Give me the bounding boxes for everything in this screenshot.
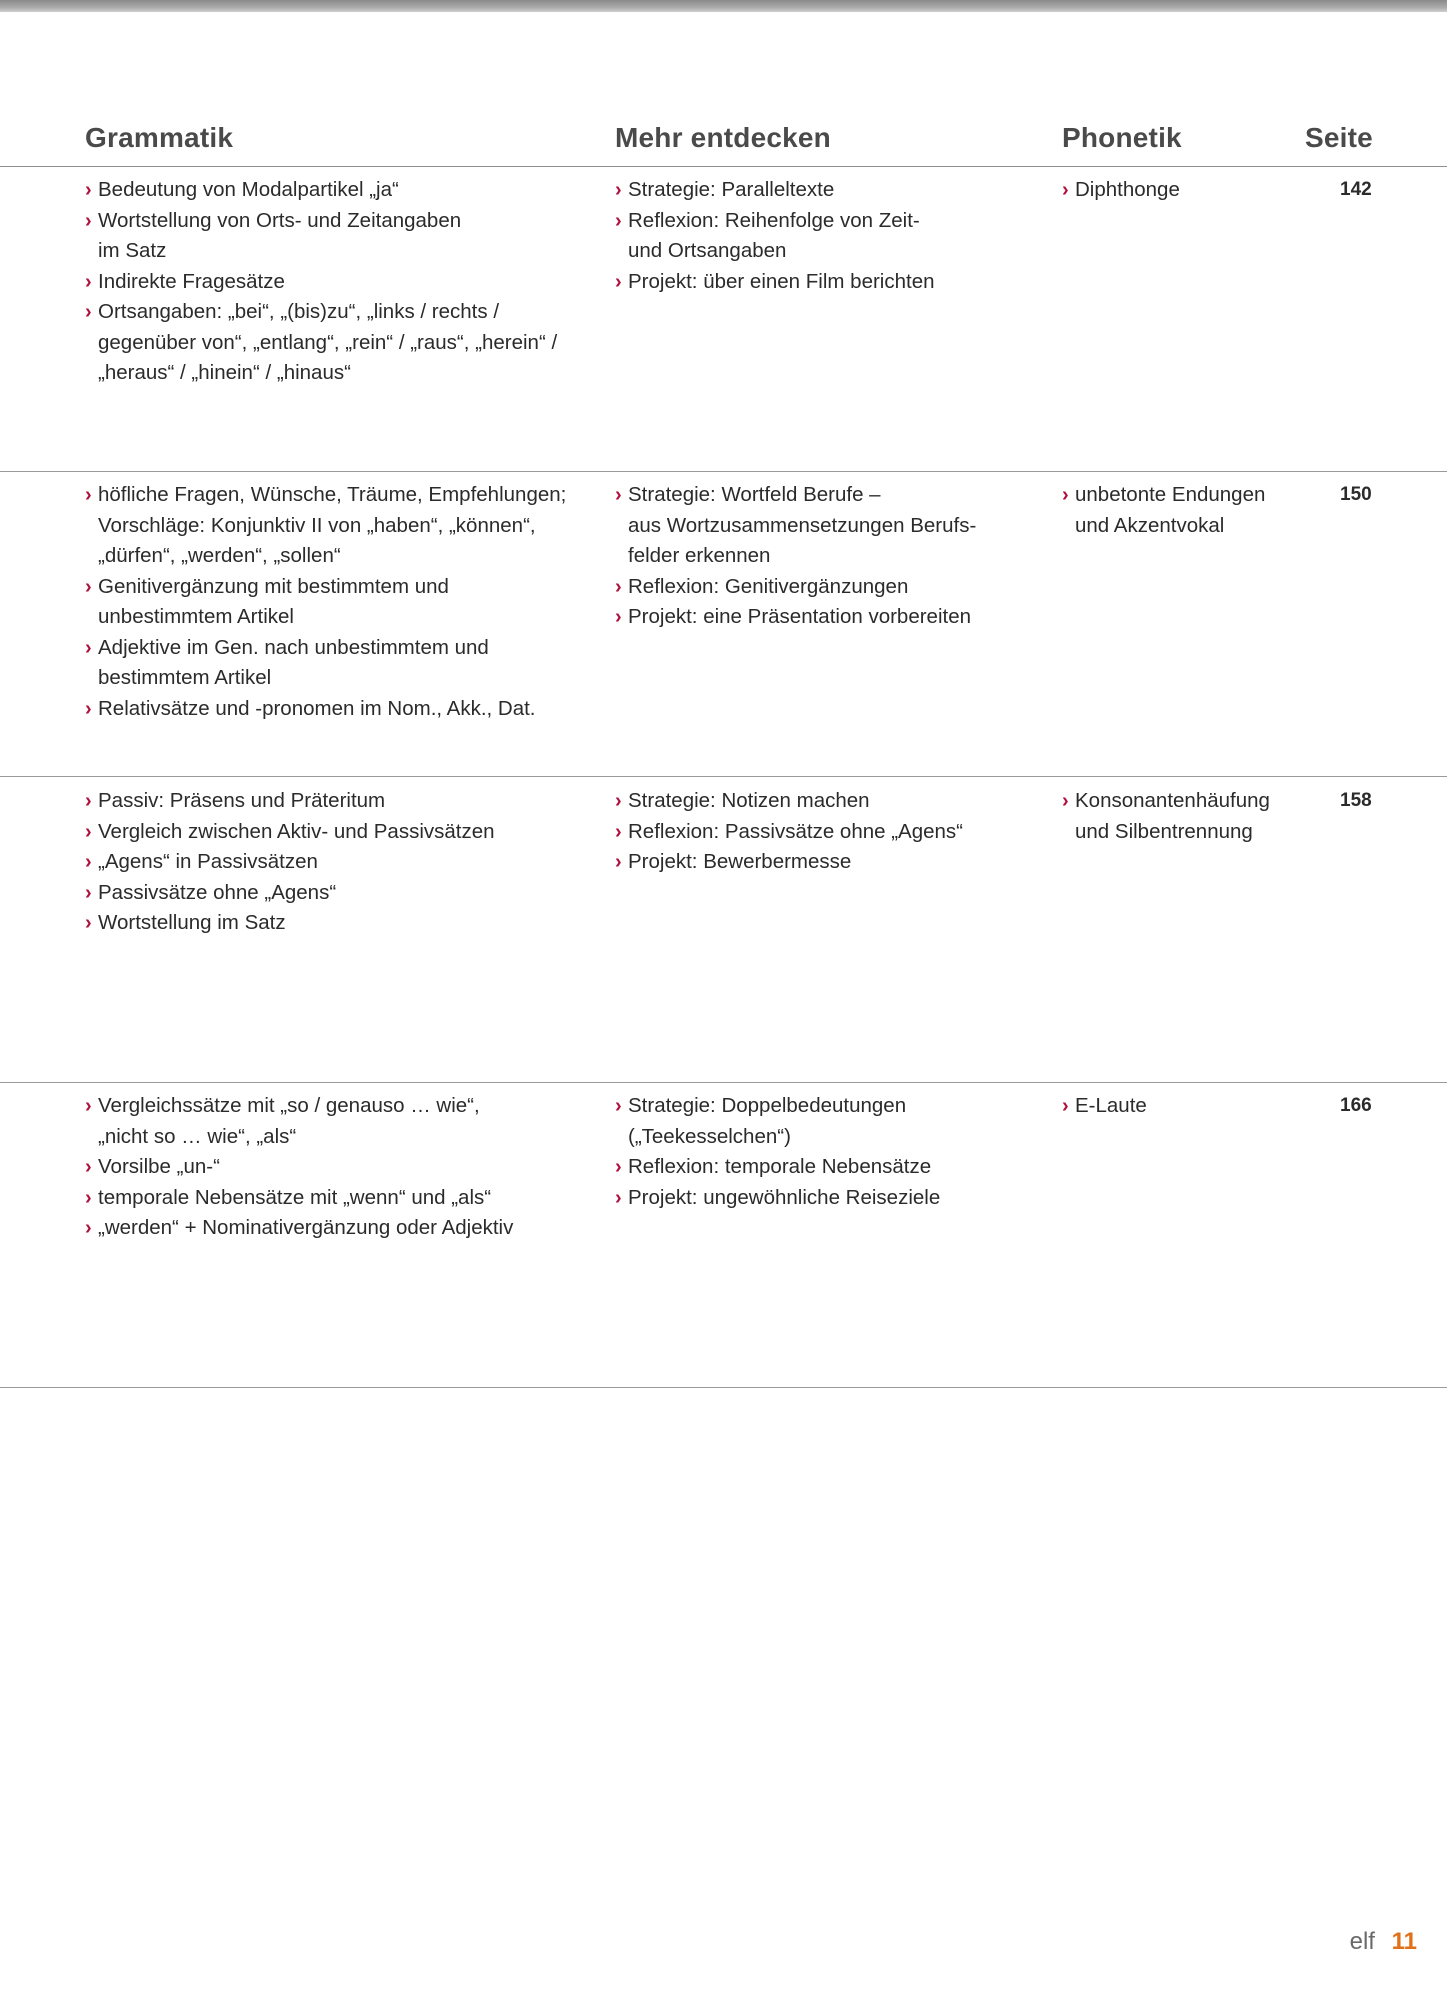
list-item bbox=[1062, 786, 1292, 847]
list-item bbox=[85, 1183, 585, 1214]
list-item-text: Adjektive im Gen. nach unbestimmtem und bestimmtem Artikel bbox=[98, 635, 489, 689]
chevron-right-icon: › bbox=[615, 179, 622, 201]
cell-seite: 158 bbox=[1340, 790, 1372, 811]
list-item-text: Projekt: ungewöhnliche Reiseziele bbox=[628, 1185, 941, 1209]
list-item bbox=[85, 480, 585, 572]
list-item-text: „werden“ + Nominativergänzung oder Adjektiv bbox=[98, 1216, 514, 1239]
header-divider bbox=[0, 166, 1447, 167]
chevron-right-icon: › bbox=[85, 1186, 92, 1209]
cell-phonetik bbox=[1062, 175, 1292, 206]
list-item-text: Indirekte Fragesätze bbox=[98, 269, 285, 293]
cell-mehr-entdecken bbox=[615, 1091, 1015, 1213]
list-item-text: höfliche Fragen, Wünsche, Träume, Empfehlungen; Vorschläge: Konjunktiv II von „haben“, „können“, „dürfen“, „werden“, „sollen“ bbox=[98, 483, 567, 567]
list-item bbox=[85, 206, 585, 267]
list-item bbox=[85, 175, 585, 206]
list-item-text: Genitivergänzung mit bestimmtem und unbestimmtem Artikel bbox=[98, 574, 449, 628]
chevron-right-icon: › bbox=[1062, 790, 1069, 812]
page-number: 11 bbox=[1391, 1928, 1417, 1955]
cell-grammatik bbox=[85, 480, 585, 724]
chevron-right-icon: › bbox=[615, 851, 622, 873]
list-item-text: Strategie: Paralleltexte bbox=[628, 178, 835, 201]
list-item bbox=[615, 480, 1015, 572]
cell-mehr-entdecken bbox=[615, 175, 1015, 297]
row-divider bbox=[0, 1082, 1447, 1083]
list-item bbox=[615, 847, 1015, 878]
column-header-mehr-entdecken: Mehr entdecken bbox=[615, 122, 831, 153]
cell-phonetik bbox=[1062, 480, 1292, 541]
list-item-text: Vorsilbe „un-“ bbox=[98, 1155, 220, 1178]
chevron-right-icon: › bbox=[85, 636, 92, 659]
list-item-text: Projekt: Bewerbermesse bbox=[628, 850, 852, 873]
page-footer bbox=[1350, 1928, 1417, 1956]
list-item-text: Diphthonge bbox=[1075, 178, 1180, 201]
list-item-text: Projekt: über einen Film berichten bbox=[628, 269, 935, 293]
cell-mehr-entdecken bbox=[615, 480, 1015, 633]
chevron-right-icon: › bbox=[85, 179, 92, 201]
chevron-right-icon: › bbox=[85, 1095, 92, 1117]
chevron-right-icon: › bbox=[85, 1217, 92, 1239]
list-item-text: Reflexion: temporale Nebensätze bbox=[628, 1155, 932, 1178]
list-item-text: Bedeutung von Modalpartikel „ja“ bbox=[98, 178, 399, 201]
cell-seite: 150 bbox=[1340, 484, 1372, 505]
cell-phonetik bbox=[1062, 786, 1292, 847]
list-item bbox=[85, 572, 585, 633]
chevron-right-icon: › bbox=[85, 881, 92, 904]
chevron-right-icon: › bbox=[615, 575, 622, 598]
list-item bbox=[85, 878, 585, 909]
cell-grammatik bbox=[85, 175, 585, 389]
chevron-right-icon: › bbox=[85, 270, 92, 293]
chevron-right-icon: › bbox=[85, 209, 92, 232]
chevron-right-icon: › bbox=[615, 606, 622, 628]
list-item bbox=[85, 1152, 585, 1183]
chevron-right-icon: › bbox=[85, 790, 92, 812]
chevron-right-icon: › bbox=[85, 697, 92, 720]
list-item bbox=[615, 1183, 1015, 1214]
chevron-right-icon: › bbox=[85, 575, 92, 598]
list-item bbox=[85, 817, 585, 848]
chevron-right-icon: › bbox=[615, 1095, 622, 1117]
chevron-right-icon: › bbox=[1062, 179, 1069, 201]
chevron-right-icon: › bbox=[85, 484, 92, 506]
list-item-text: Vergleich zwischen Aktiv- und Passivsätzen bbox=[98, 819, 495, 843]
chevron-right-icon: › bbox=[615, 209, 622, 232]
top-scan-strip bbox=[0, 0, 1447, 12]
list-item-text: Strategie: Notizen machen bbox=[628, 789, 870, 812]
row-divider bbox=[0, 776, 1447, 777]
list-item bbox=[85, 694, 585, 725]
row-divider bbox=[0, 471, 1447, 472]
list-item bbox=[85, 1213, 585, 1244]
chevron-right-icon: › bbox=[1062, 484, 1069, 506]
list-item-text: Passivsätze ohne „Agens“ bbox=[98, 880, 337, 904]
cell-seite: 142 bbox=[1340, 179, 1372, 200]
list-item bbox=[615, 1152, 1015, 1183]
list-item-text: temporale Nebensätze mit „wenn“ und „als“ bbox=[98, 1185, 492, 1209]
list-item bbox=[615, 602, 1015, 633]
column-header-seite: Seite bbox=[1305, 122, 1373, 153]
list-item bbox=[85, 297, 585, 389]
cell-seite: 166 bbox=[1340, 1095, 1372, 1116]
list-item-text: Reflexion: Passivsätze ohne „Agens“ bbox=[628, 819, 964, 843]
chevron-right-icon: › bbox=[615, 270, 622, 293]
column-header-phonetik: Phonetik bbox=[1062, 122, 1182, 153]
list-item-text: Ortsangaben: „bei“, „(bis)zu“, „links / rechts / gegenüber von“, „entlang“, „rein“ / „raus“, „herein“ / „heraus“ / „hinein“ / „hinaus“ bbox=[98, 300, 558, 384]
chevron-right-icon: › bbox=[1062, 1095, 1069, 1117]
table-header bbox=[0, 122, 1447, 166]
list-item bbox=[615, 175, 1015, 206]
cell-grammatik bbox=[85, 1091, 585, 1244]
list-item-text: Projekt: eine Präsentation vorbereiten bbox=[628, 605, 972, 628]
chevron-right-icon: › bbox=[615, 1186, 622, 1209]
chevron-right-icon: › bbox=[85, 1156, 92, 1178]
chevron-right-icon: › bbox=[615, 820, 622, 843]
chevron-right-icon: › bbox=[85, 301, 92, 323]
list-item-text: Wortstellung im Satz bbox=[98, 911, 286, 934]
cell-grammatik bbox=[85, 786, 585, 939]
list-item-text: Relativsätze und -pronomen im Nom., Akk., Dat. bbox=[98, 696, 536, 720]
list-item bbox=[85, 1091, 585, 1152]
list-item bbox=[85, 847, 585, 878]
list-item bbox=[1062, 480, 1292, 541]
chevron-right-icon: › bbox=[615, 484, 622, 506]
list-item-text: Reflexion: Reihenfolge von Zeit- und Ortsangaben bbox=[628, 208, 920, 262]
chevron-right-icon: › bbox=[85, 820, 92, 843]
list-item-text: Wortstellung von Orts- und Zeitangaben im Satz bbox=[98, 208, 462, 262]
list-item-text: Strategie: Wortfeld Berufe – aus Wortzusammensetzungen Berufs- felder erkennen bbox=[628, 483, 977, 567]
list-item-text: Strategie: Doppelbedeutungen („Teekesselchen“) bbox=[628, 1094, 907, 1148]
list-item-text: E-Laute bbox=[1075, 1094, 1147, 1117]
list-item-text: unbetonte Endungen und Akzentvokal bbox=[1075, 483, 1266, 537]
page-number-word: elf bbox=[1349, 1928, 1375, 1955]
list-item bbox=[615, 572, 1015, 603]
list-item bbox=[85, 633, 585, 694]
list-item bbox=[1062, 175, 1292, 206]
chevron-right-icon: › bbox=[615, 1156, 622, 1178]
list-item bbox=[85, 786, 585, 817]
list-item bbox=[615, 1091, 1015, 1152]
list-item bbox=[615, 206, 1015, 267]
cell-mehr-entdecken bbox=[615, 786, 1015, 878]
list-item-text: Vergleichssätze mit „so / genauso … wie“, „nicht so … wie“, „als“ bbox=[98, 1094, 480, 1148]
list-item bbox=[615, 267, 1015, 298]
list-item-text: Konsonantenhäufung und Silbentrennung bbox=[1075, 789, 1270, 843]
row-divider bbox=[0, 1387, 1447, 1388]
list-item bbox=[615, 786, 1015, 817]
chevron-right-icon: › bbox=[85, 851, 92, 873]
cell-phonetik bbox=[1062, 1091, 1292, 1122]
chevron-right-icon: › bbox=[85, 912, 92, 934]
list-item-text: Passiv: Präsens und Präteritum bbox=[98, 789, 386, 812]
list-item-text: Reflexion: Genitivergänzungen bbox=[628, 574, 909, 598]
list-item bbox=[615, 817, 1015, 848]
list-item bbox=[85, 908, 585, 939]
list-item bbox=[1062, 1091, 1292, 1122]
chevron-right-icon: › bbox=[615, 790, 622, 812]
column-header-grammatik: Grammatik bbox=[85, 122, 234, 153]
list-item bbox=[85, 267, 585, 298]
list-item-text: „Agens“ in Passivsätzen bbox=[98, 850, 318, 873]
